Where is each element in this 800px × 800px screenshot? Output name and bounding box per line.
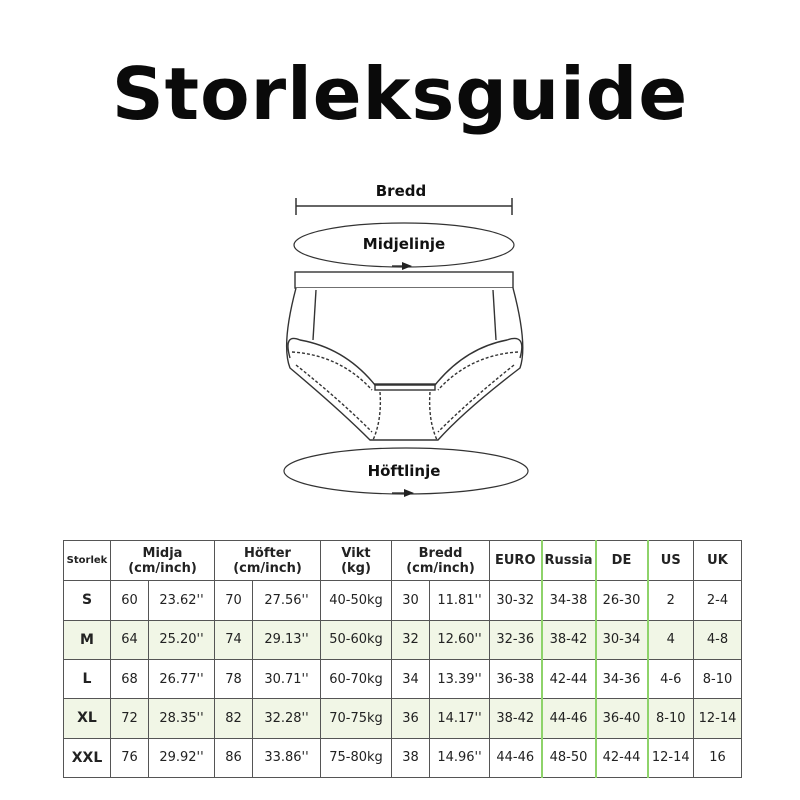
hips-cm-cell: 74 bbox=[215, 620, 253, 659]
header-width bbox=[392, 541, 490, 581]
table-row bbox=[64, 581, 742, 620]
waist-inch-cell: 26.77'' bbox=[149, 659, 215, 698]
de-cell: 34-36 bbox=[596, 659, 648, 698]
table-row bbox=[64, 699, 742, 738]
euro-cell: 44-46 bbox=[490, 738, 542, 777]
hips-inch-cell: 32.28'' bbox=[253, 699, 321, 738]
waist-inch-cell: 28.35'' bbox=[149, 699, 215, 738]
width-label: Bredd bbox=[375, 182, 427, 200]
size-cell: M bbox=[64, 620, 111, 659]
euro-cell: 32-36 bbox=[490, 620, 542, 659]
waist-cm-cell: 64 bbox=[111, 620, 149, 659]
us-cell: 12-14 bbox=[648, 738, 694, 777]
hips-cm-cell: 70 bbox=[215, 581, 253, 620]
waist-cm-cell: 60 bbox=[111, 581, 149, 620]
weight-cell: 60-70kg bbox=[321, 659, 392, 698]
header-weight-label: Vikt bbox=[341, 545, 371, 561]
table-row bbox=[64, 738, 742, 777]
arrow-icon bbox=[392, 262, 412, 270]
header-width-unit: (cm/inch) bbox=[406, 560, 475, 576]
header-width-label: Bredd bbox=[418, 545, 463, 561]
width-measure-line bbox=[296, 198, 512, 215]
us-cell: 4-6 bbox=[648, 659, 694, 698]
width-cm-cell: 36 bbox=[392, 699, 430, 738]
weight-cell: 50-60kg bbox=[321, 620, 392, 659]
hips-inch-cell: 30.71'' bbox=[253, 659, 321, 698]
hips-cm-cell: 78 bbox=[215, 659, 253, 698]
table-row bbox=[64, 620, 742, 659]
width-cm-cell: 34 bbox=[392, 659, 430, 698]
size-cell: S bbox=[64, 581, 111, 620]
waist-cm-cell: 76 bbox=[111, 738, 149, 777]
weight-cell: 70-75kg bbox=[321, 699, 392, 738]
hips-cm-cell: 82 bbox=[215, 699, 253, 738]
header-hips-label: Höfter bbox=[244, 545, 291, 561]
size-cell: L bbox=[64, 659, 111, 698]
width-inch-cell: 14.17'' bbox=[430, 699, 490, 738]
russia-cell: 34-38 bbox=[542, 581, 596, 620]
euro-cell: 30-32 bbox=[490, 581, 542, 620]
us-cell: 4 bbox=[648, 620, 694, 659]
header-hips-unit: (cm/inch) bbox=[233, 560, 302, 576]
hips-cm-cell: 86 bbox=[215, 738, 253, 777]
hip-label: Höftlinje bbox=[367, 462, 441, 480]
width-cm-cell: 30 bbox=[392, 581, 430, 620]
hips-inch-cell: 27.56'' bbox=[253, 581, 321, 620]
size-cell: XL bbox=[64, 699, 111, 738]
header-hips bbox=[215, 541, 321, 581]
us-cell: 8-10 bbox=[648, 699, 694, 738]
header-waist-unit: (cm/inch) bbox=[128, 560, 197, 576]
waist-inch-cell: 29.92'' bbox=[149, 738, 215, 777]
header-russia: Russia bbox=[542, 541, 596, 581]
width-cm-cell: 38 bbox=[392, 738, 430, 777]
header-euro: EURO bbox=[490, 541, 542, 581]
header-weight-unit: (kg) bbox=[341, 560, 371, 576]
header-uk: UK bbox=[694, 541, 742, 581]
russia-cell: 44-46 bbox=[542, 699, 596, 738]
width-cm-cell: 32 bbox=[392, 620, 430, 659]
table-row bbox=[64, 659, 742, 698]
header-waist-label: Midja bbox=[142, 545, 183, 561]
width-inch-cell: 12.60'' bbox=[430, 620, 490, 659]
header-weight bbox=[321, 541, 392, 581]
russia-cell: 38-42 bbox=[542, 620, 596, 659]
russia-cell: 42-44 bbox=[542, 659, 596, 698]
waist-cm-cell: 68 bbox=[111, 659, 149, 698]
russia-cell: 48-50 bbox=[542, 738, 596, 777]
width-inch-cell: 13.39'' bbox=[430, 659, 490, 698]
hips-inch-cell: 29.13'' bbox=[253, 620, 321, 659]
arrow-icon bbox=[392, 489, 414, 497]
width-inch-cell: 11.81'' bbox=[430, 581, 490, 620]
waist-inch-cell: 25.20'' bbox=[149, 620, 215, 659]
page-title: Storleksguide bbox=[111, 52, 689, 136]
uk-cell: 2-4 bbox=[694, 581, 742, 620]
uk-cell: 4-8 bbox=[694, 620, 742, 659]
us-cell: 2 bbox=[648, 581, 694, 620]
header-de: DE bbox=[596, 541, 648, 581]
size-cell: XXL bbox=[64, 738, 111, 777]
euro-cell: 36-38 bbox=[490, 659, 542, 698]
size-table bbox=[63, 540, 742, 778]
de-cell: 42-44 bbox=[596, 738, 648, 777]
header-size: Storlek bbox=[64, 541, 111, 581]
de-cell: 30-34 bbox=[596, 620, 648, 659]
header-us: US bbox=[648, 541, 694, 581]
de-cell: 26-30 bbox=[596, 581, 648, 620]
waist-cm-cell: 72 bbox=[111, 699, 149, 738]
uk-cell: 8-10 bbox=[694, 659, 742, 698]
uk-cell: 12-14 bbox=[694, 699, 742, 738]
waist-inch-cell: 23.62'' bbox=[149, 581, 215, 620]
header-waist bbox=[111, 541, 215, 581]
briefs-illustration bbox=[287, 272, 523, 440]
uk-cell: 16 bbox=[694, 738, 742, 777]
de-cell: 36-40 bbox=[596, 699, 648, 738]
width-inch-cell: 14.96'' bbox=[430, 738, 490, 777]
table-header-row bbox=[64, 541, 742, 581]
euro-cell: 38-42 bbox=[490, 699, 542, 738]
weight-cell: 75-80kg bbox=[321, 738, 392, 777]
weight-cell: 40-50kg bbox=[321, 581, 392, 620]
waist-label: Midjelinje bbox=[362, 235, 446, 253]
hips-inch-cell: 33.86'' bbox=[253, 738, 321, 777]
